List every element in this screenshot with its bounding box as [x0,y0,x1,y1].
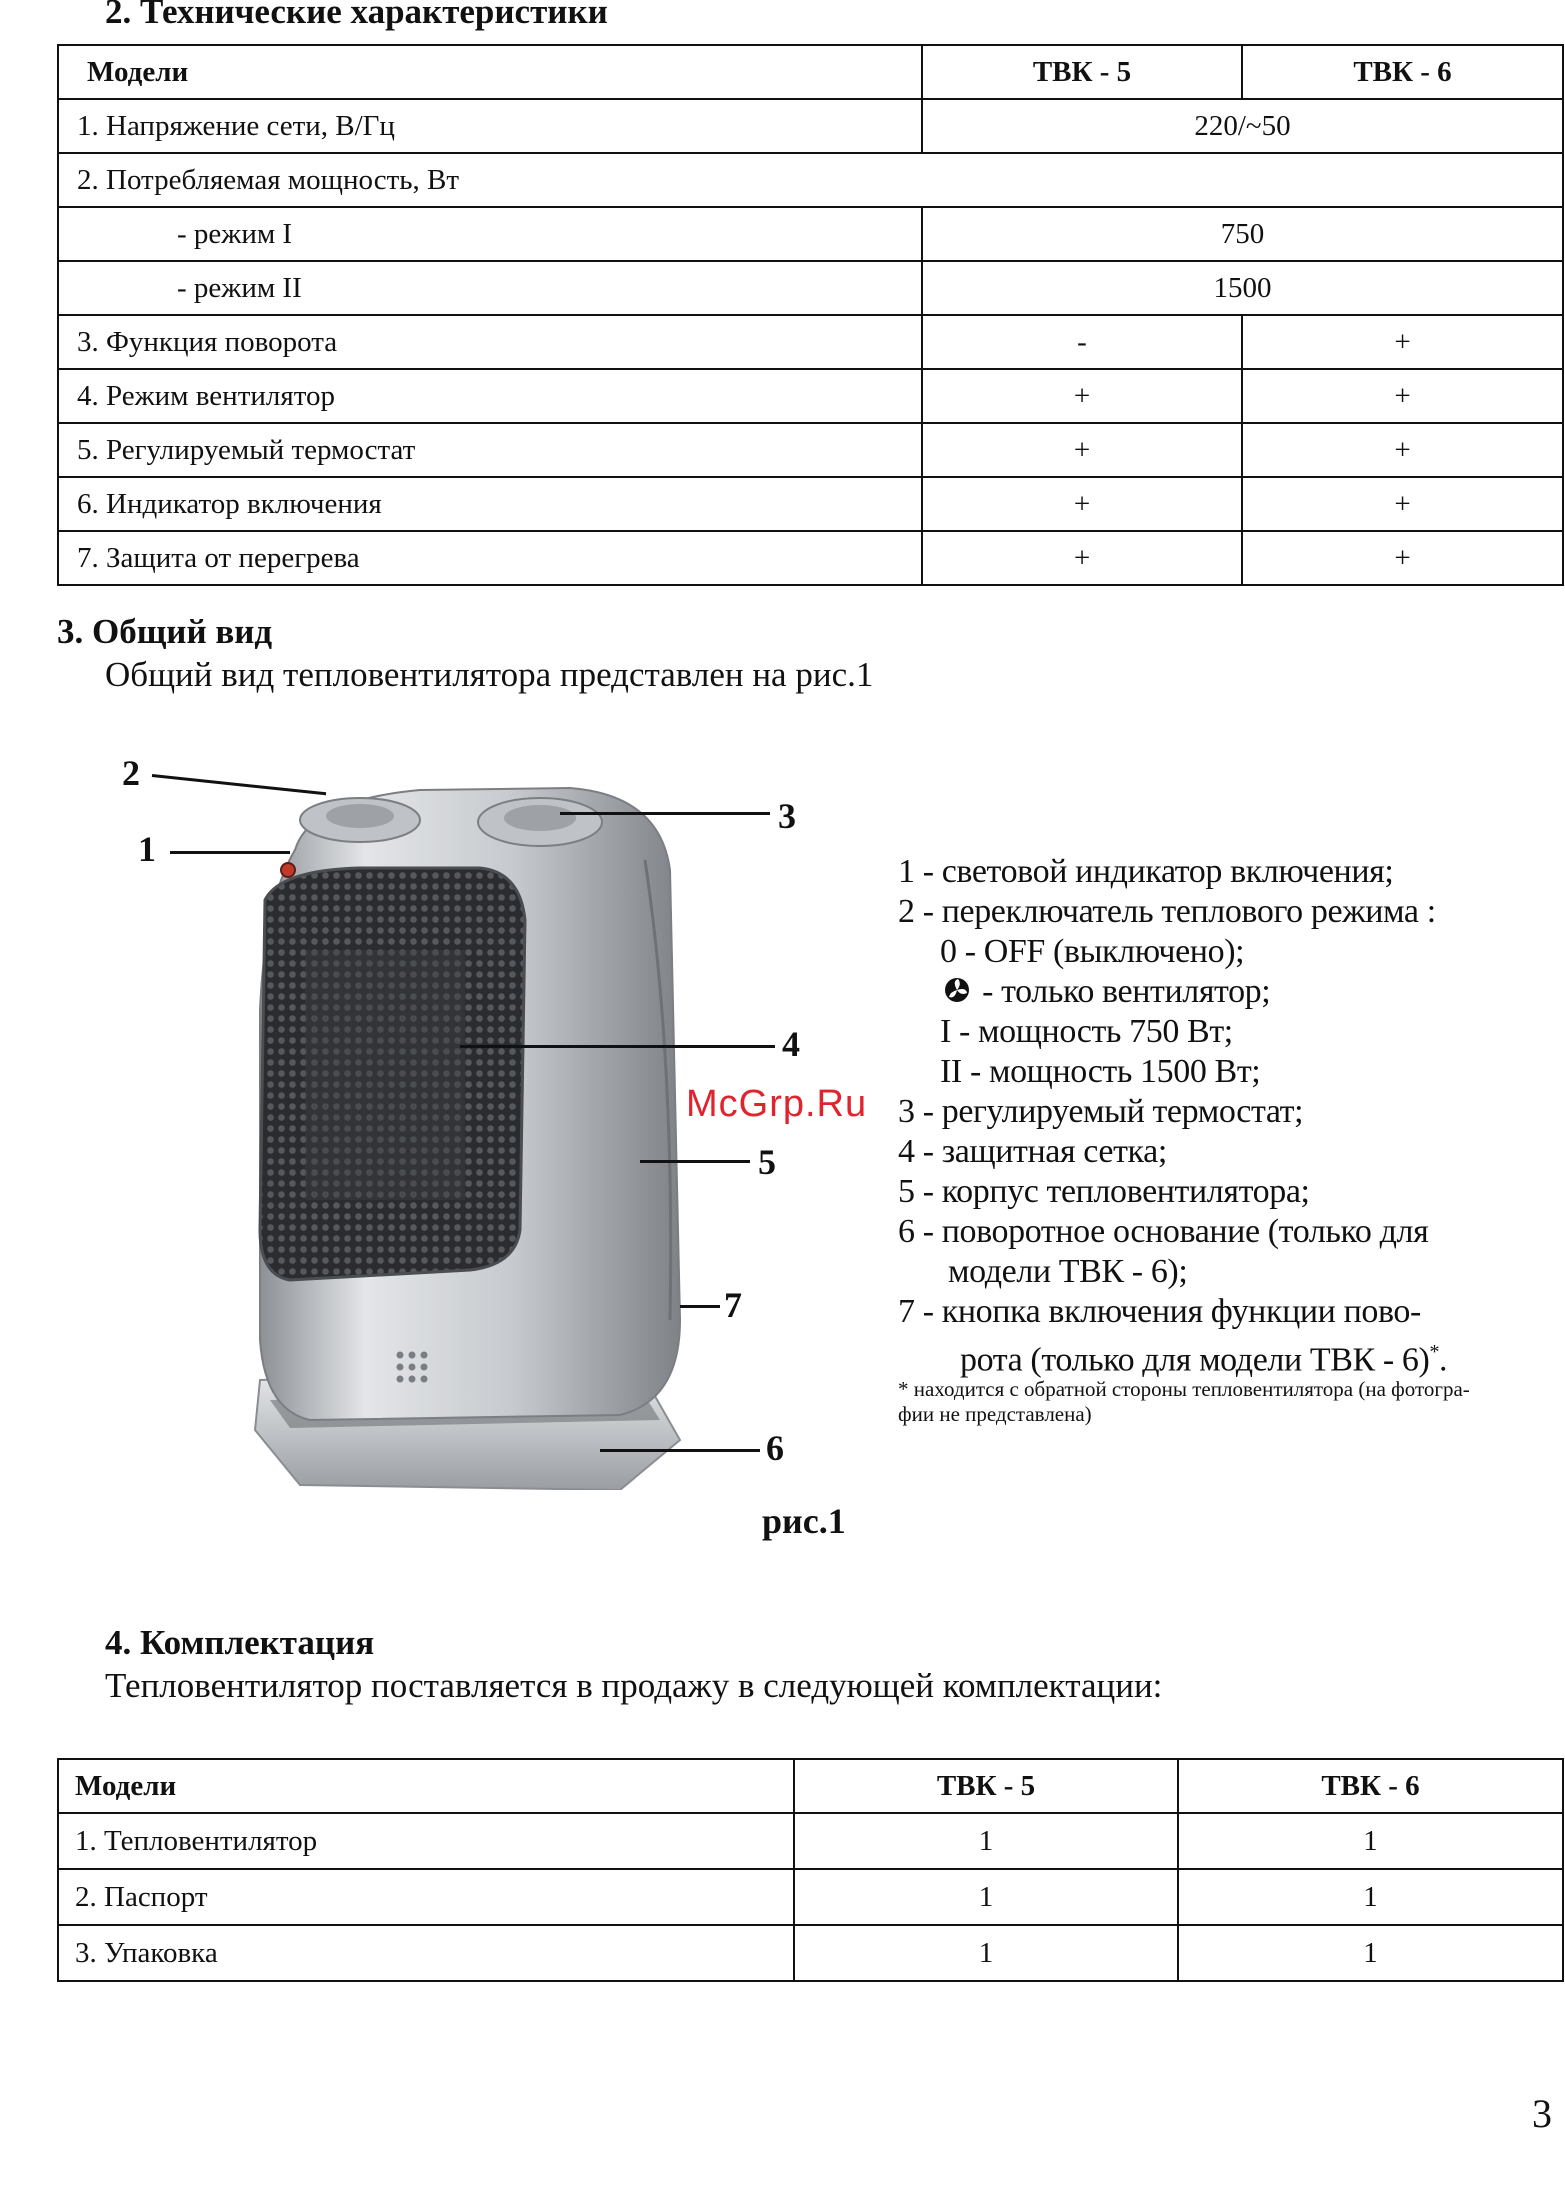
header-tvk6: ТВК - 6 [1242,45,1563,99]
cell-tvk6: + [1242,423,1563,477]
table-header-row [58,1759,1563,1813]
empty-cell [922,153,1242,207]
legend-item-6-cont: модели ТВК - 6); [948,1253,1188,1290]
header-tvk5: ТВК - 5 [922,45,1242,99]
table-row [58,261,1563,315]
cell-tvk6: + [1242,369,1563,423]
header-models: Модели [58,45,922,99]
row-label: 6. Индикатор включения [58,477,922,531]
header-tvk5: ТВК - 5 [794,1759,1178,1813]
cell-tvk5: 1 [794,1813,1178,1869]
cell-tvk6: 1 [1178,1925,1563,1981]
row-label: 3. Функция поворота [58,315,922,369]
row-label: 2. Паспорт [58,1869,794,1925]
section-4-intro: Тепловентилятор поставляется в продажу в следующей комплектации: [105,1666,1163,1705]
figure-legend [898,852,1447,1380]
cell-tvk5: + [922,369,1242,423]
section-2-title: 2. Технические характеристики [105,0,608,31]
fan-icon [940,975,974,1005]
page-number: 3 [1532,2091,1552,2136]
row-label: - режим I [58,207,922,261]
power-indicator [281,863,295,877]
callout-7: 7 [724,1285,742,1325]
table-row [58,153,1563,207]
table-row [58,477,1563,531]
cell-tvk5: + [922,531,1242,585]
empty-cell [1242,153,1563,207]
heater-illustration [240,760,720,1490]
table-row [58,531,1563,585]
leader-line-6 [600,1449,760,1452]
cell-tvk6: 1 [1178,1813,1563,1869]
callout-2: 2 [122,753,140,793]
table-row [58,315,1563,369]
callout-5: 5 [758,1142,776,1182]
row-label: 5. Регулируемый термостат [58,423,922,477]
row-label: 4. Режим вентилятор [58,369,922,423]
row-value: 220/~50 [922,99,1563,153]
row-label: 1. Тепловентилятор [58,1813,794,1869]
figure-caption: рис.1 [762,1501,846,1541]
specs-table [57,44,1564,586]
row-label: 2. Потребляемая мощность, Вт [58,153,922,207]
row-label: 3. Упаковка [58,1925,794,1981]
cell-tvk6: + [1242,315,1563,369]
header-models: Модели [58,1759,794,1813]
section-3-title: 3. Общий вид [57,612,273,651]
table-row [58,1869,1563,1925]
table-row [58,99,1563,153]
legend-item-5: 5 - корпус тепловентилятора; [898,1173,1310,1210]
legend-item-1: 1 - световой индикатор включения; [898,853,1394,890]
leader-line-7 [680,1305,720,1308]
row-label: 7. Защита от перегрева [58,531,922,585]
legend-item-4: 4 - защитная сетка; [898,1133,1167,1170]
section-4-title: 4. Комплектация [105,1623,375,1662]
cell-tvk5: + [922,477,1242,531]
legend-item-2-750: I - мощность 750 Вт; [940,1013,1233,1050]
cell-tvk5: 1 [794,1925,1178,1981]
table-header-row [58,45,1563,99]
leader-line-1 [170,851,290,854]
row-value: 1500 [922,261,1563,315]
cell-tvk6: + [1242,477,1563,531]
legend-item-2-off: 0 - OFF (выключено); [940,933,1245,970]
legend-item-2-fan: - только вентилятор; [898,972,1447,1012]
cell-tvk6: 1 [1178,1869,1563,1925]
legend-item-7: 7 - кнопка включения функции пово- [898,1293,1421,1330]
footnote-line: * находится с обратной стороны тепловентилятора (на фотогра- [898,1377,1470,1401]
callout-3: 3 [778,796,796,836]
legend-item-2: 2 - переключатель теплового режима : [898,893,1436,930]
table-row [58,1813,1563,1869]
legend-item-2-1500: II - мощность 1500 Вт; [940,1053,1261,1090]
header-tvk6: ТВК - 6 [1178,1759,1563,1813]
table-row [58,207,1563,261]
section-3-intro: Общий вид тепловентилятора представлен на рис.1 [105,655,874,694]
leader-line-4 [460,1045,775,1048]
row-label: 1. Напряжение сети, В/Гц [58,99,922,153]
row-value: 750 [922,207,1563,261]
callout-1: 1 [138,829,156,869]
legend-item-6: 6 - поворотное основание (только для [898,1213,1429,1250]
cell-tvk5: 1 [794,1869,1178,1925]
table-row [58,369,1563,423]
row-label: - режим II [58,261,922,315]
footnote-line: фии не представлена) [898,1402,1092,1426]
legend-item-7-cont: рота (только для модели ТВК - 6)*. [960,1341,1448,1379]
table-row [58,1925,1563,1981]
watermark: McGrp.Ru [686,1083,868,1125]
leader-line-3 [560,812,770,815]
package-table [57,1758,1564,1982]
legend-item-3: 3 - регулируемый термостат; [898,1093,1304,1130]
callout-6: 6 [766,1428,784,1468]
callout-4: 4 [782,1024,800,1064]
cell-tvk6: + [1242,531,1563,585]
footnote [898,1377,1470,1427]
cell-tvk5: - [922,315,1242,369]
cell-tvk5: + [922,423,1242,477]
table-row [58,423,1563,477]
leader-line-5 [640,1160,750,1163]
